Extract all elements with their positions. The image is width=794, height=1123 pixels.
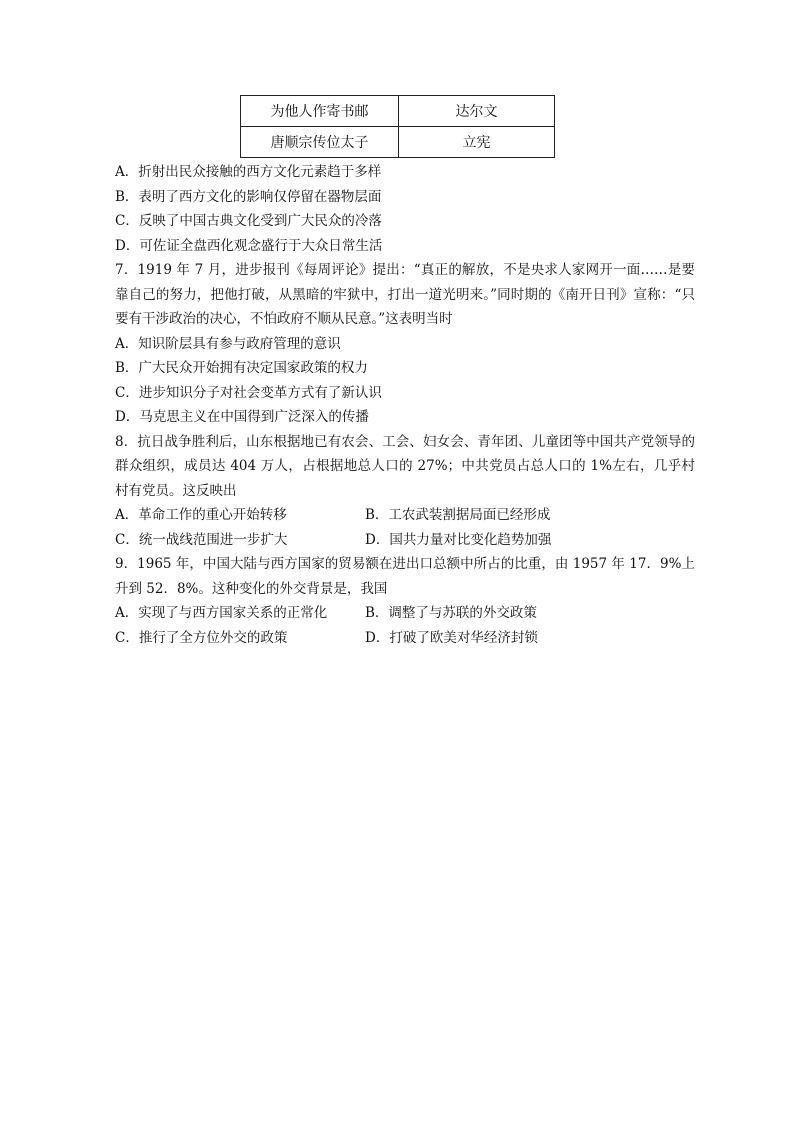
q6-option-b: B．表明了西方文化的影响仅停留在器物层面 [115,188,382,205]
q9-stem: 9．1965 年，中国大陆与西方国家的贸易额在进出口总额中所占的比重，由 1957 年 17．9%上升到 52．8%。这种变化的外交背景是，我国 [115,556,695,597]
q9-option-c: C．推行了全方位外交的政策 [115,629,288,646]
q8-option-d: D．国共力量对比变化趋势加强 [365,531,552,548]
q9-option-a: A．实现了与西方国家关系的正常化 [115,605,328,621]
q9-options-row [115,601,695,626]
table-row [241,96,555,127]
q7-stem: 7．1919 年 7 月，进步报刊《每周评论》提出：“真正的解放，不是央求人家网开一面……是要靠自己的努力，把他打破，从黑暗的牢狱中，打出一道光明来。”同时期的《南开日刊》宣称：“只要有干涉政治的决心，不怕政府不顺从民意。”这表明当时 [115,262,695,327]
q9-option-b: B．调整了与苏联的外交政策 [365,605,537,621]
q7-option-c: C．进步知识分子对社会变革方式有了新认识 [115,384,382,401]
q8-options-row [115,528,695,553]
q8-stem: 8．抗日战争胜利后，山东根据地已有农会、工会、妇女会、青年团、儿童团等中国共产党领导的群众组织，成员达 404 万人，占根据地总人口的 27%；中共党员占总人口的 1%左右，几乎村村有党员。这反映出 [115,433,695,499]
term-table [240,95,555,158]
q8-option-a: A．革命工作的重心开始转移 [115,507,287,523]
q7-option-a: A．知识阶层具有参与政府管理的意识 [115,335,341,352]
table-cell: 达尔文 [399,96,555,127]
q6-option-d: D．可佐证全盘西化观念盛行于大众日常生活 [115,237,383,254]
q6-option-c: C．反映了中国古典文化受到广大民众的冷落 [115,213,382,229]
q8-options-row [115,503,695,528]
q6-option-a: A．折射出民众接触的西方文化元素趋于多样 [115,164,382,180]
table-cell: 立宪 [399,127,555,158]
q7-option-b: B．广大民众开始拥有决定国家政策的权力 [115,360,368,376]
questions [115,160,695,650]
table-cell: 为他人作寄书邮 [241,96,399,127]
table-cell: 唐顺宗传位太子 [241,127,399,158]
q8-option-b: B．工农武装割据局面已经形成 [365,507,551,523]
q7-option-d: D．马克思主义在中国得到广泛深入的传播 [115,409,369,425]
q9-options-row [115,626,695,651]
table-row [241,127,555,158]
q8-option-c: C．统一战线范围进一步扩大 [115,531,288,548]
q9-option-d: D．打破了欧美对华经济封锁 [365,629,538,646]
